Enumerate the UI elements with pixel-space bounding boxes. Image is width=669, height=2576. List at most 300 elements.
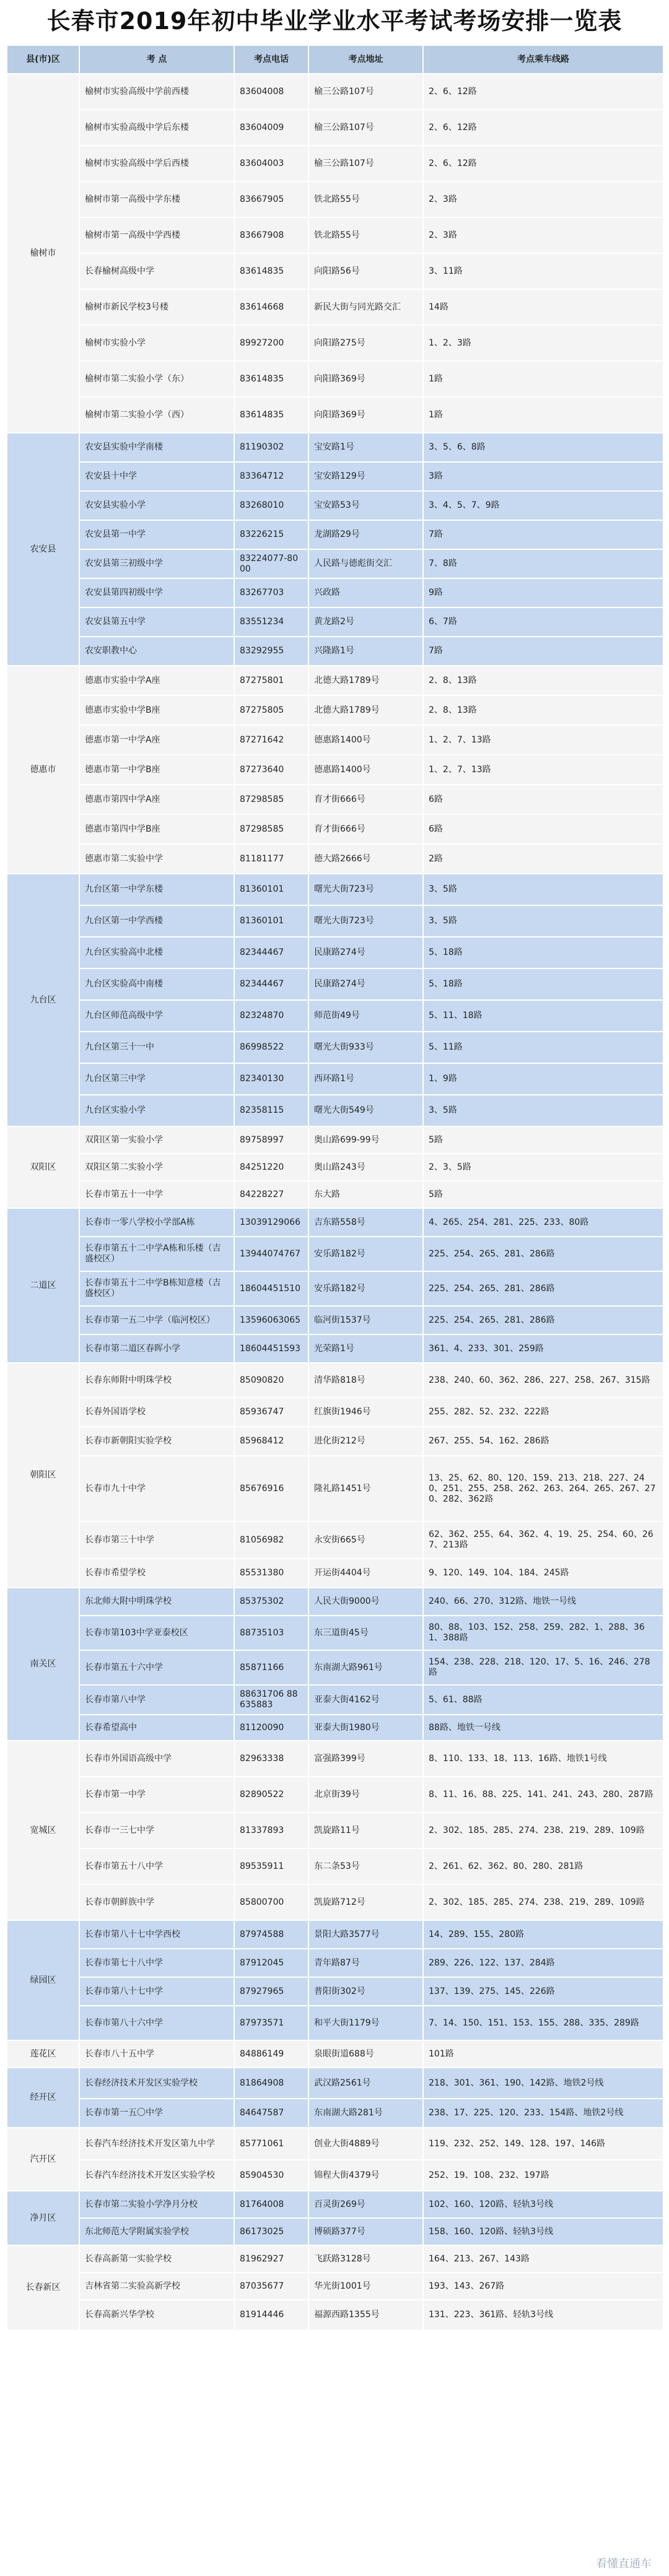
routes-cell: 2、6、12路 (423, 74, 663, 110)
routes-cell: 2、302、185、285、274、238、219、289、109路 (423, 1812, 663, 1848)
address-cell: 民康路274号 (308, 968, 423, 1000)
routes-cell: 4、265、254、281、225、233、80路 (423, 1208, 663, 1237)
table-row (7, 607, 663, 637)
table-row (7, 462, 663, 491)
site-cell: 长春市一零八学校小学部A栋 (79, 1208, 234, 1237)
phone-cell: 82340130 (234, 1063, 308, 1095)
phone-cell: 85936747 (234, 1398, 308, 1427)
site-cell: 长春市外国语高级中学 (79, 1741, 234, 1777)
site-cell: 榆树市第二实验小学（西） (79, 397, 234, 433)
phone-cell: 85676916 (234, 1456, 308, 1521)
address-cell: 榆三公路107号 (308, 74, 423, 110)
site-cell: 德惠市第一中学B座 (79, 755, 234, 785)
district-cell: 双阳区 (7, 1126, 79, 1208)
address-cell: 向阳路369号 (308, 361, 423, 397)
phone-cell: 85800700 (234, 1884, 308, 1920)
table-row (7, 637, 663, 666)
site-cell: 东北师范大学附属实验学校 (79, 2218, 234, 2245)
site-cell: 双阳区第一实验小学 (79, 1126, 234, 1154)
site-cell: 农安职教中心 (79, 637, 234, 666)
address-cell: 榆三公路107号 (308, 110, 423, 146)
routes-cell: 255、282、52、232、222路 (423, 1398, 663, 1427)
routes-cell: 238、240、60、362、286、227、258、267、315路 (423, 1363, 663, 1398)
site-cell: 德惠市第四中学A座 (79, 785, 234, 814)
routes-cell: 9、120、149、104、184、245路 (423, 1559, 663, 1588)
phone-cell: 81337893 (234, 1812, 308, 1848)
phone-cell: 18604451510 (234, 1271, 308, 1306)
phone-cell: 83267703 (234, 578, 308, 607)
address-cell: 德大路2666号 (308, 844, 423, 874)
table-row (7, 2218, 663, 2245)
table-row (7, 1685, 663, 1715)
district-cell: 农安县 (7, 433, 79, 666)
phone-cell: 87927965 (234, 1977, 308, 2006)
address-cell: 飞跃路3128号 (308, 2245, 423, 2273)
district-cell: 经开区 (7, 2068, 79, 2128)
phone-cell: 87035677 (234, 2273, 308, 2300)
address-cell: 泉眼街道688号 (308, 2040, 423, 2068)
routes-cell: 5、18路 (423, 937, 663, 968)
address-cell: 曙光大街723号 (308, 874, 423, 905)
site-cell: 长春市九十中学 (79, 1456, 234, 1521)
phone-cell: 86173025 (234, 2218, 308, 2245)
table-row (7, 74, 663, 110)
header-phone: 考点电话 (234, 45, 308, 74)
address-cell: 东南湖大路281号 (308, 2099, 423, 2128)
district-cell: 宽城区 (7, 1741, 79, 1920)
address-cell: 锦程大街4379号 (308, 2160, 423, 2191)
table-row (7, 874, 663, 905)
routes-cell: 101路 (423, 2040, 663, 2068)
site-cell: 长春市第五十八中学 (79, 1848, 234, 1884)
table-row (7, 695, 663, 725)
district-cell: 南关区 (7, 1588, 79, 1741)
site-cell: 长春市朝鲜族中学 (79, 1884, 234, 1920)
table-row (7, 1095, 663, 1126)
routes-cell: 14、289、155、280路 (423, 1920, 663, 1949)
phone-cell: 87973571 (234, 2006, 308, 2040)
table-row (7, 1521, 663, 1559)
routes-cell: 289、226、122、137、284路 (423, 1949, 663, 1977)
phone-cell: 84228227 (234, 1181, 308, 1208)
phone-cell: 83551234 (234, 607, 308, 637)
watermark: 看懂直通车 (596, 2557, 652, 2570)
routes-cell: 62、362、255、64、362、4、19、25、254、60、267、213路 (423, 1521, 663, 1559)
district-cell: 长春新区 (7, 2245, 79, 2330)
address-cell: 向阳路56号 (308, 253, 423, 289)
routes-cell: 1、2、3路 (423, 325, 663, 361)
address-cell: 曙光大街933号 (308, 1032, 423, 1063)
site-cell: 榆树市新民学校3号楼 (79, 289, 234, 325)
site-cell: 九台区师范高级中学 (79, 1000, 234, 1032)
phone-cell: 81360101 (234, 874, 308, 905)
table-row (7, 325, 663, 361)
district-cell: 朝阳区 (7, 1363, 79, 1588)
address-cell: 北德大路1789号 (308, 695, 423, 725)
routes-cell: 88路、地铁一号线 (423, 1715, 663, 1741)
routes-cell: 9路 (423, 578, 663, 607)
routes-cell: 3、4、5、7、9路 (423, 491, 663, 520)
site-cell: 长春市第八十六中学 (79, 2006, 234, 2040)
routes-cell: 2、6、12路 (423, 110, 663, 146)
table-row (7, 1848, 663, 1884)
table-row (7, 491, 663, 520)
address-cell: 和平大街1179号 (308, 2006, 423, 2040)
phone-cell: 85531380 (234, 1559, 308, 1588)
phone-cell: 85904530 (234, 2160, 308, 2191)
address-cell: 华光街1001号 (308, 2273, 423, 2300)
address-cell: 安乐路182号 (308, 1271, 423, 1306)
district-cell: 德惠市 (7, 666, 79, 874)
routes-cell: 361、4、233、301、259路 (423, 1334, 663, 1363)
site-cell: 长春东师附中明珠学校 (79, 1363, 234, 1398)
routes-cell: 1、2、7、13路 (423, 725, 663, 755)
address-cell: 北德大路1789号 (308, 666, 423, 695)
phone-cell: 87912045 (234, 1949, 308, 1977)
routes-cell: 6路 (423, 814, 663, 844)
phone-cell: 82890522 (234, 1777, 308, 1812)
phone-cell: 82358115 (234, 1095, 308, 1126)
routes-cell: 7路 (423, 520, 663, 549)
table-row (7, 937, 663, 968)
district-cell: 汽开区 (7, 2128, 79, 2191)
site-cell: 九台区第一中学西楼 (79, 905, 234, 937)
table-row (7, 1559, 663, 1588)
phone-cell: 83667908 (234, 217, 308, 253)
address-cell: 奥山路243号 (308, 1154, 423, 1181)
site-cell: 九台区实验高中北楼 (79, 937, 234, 968)
routes-cell: 6、7路 (423, 607, 663, 637)
phone-cell: 86998522 (234, 1032, 308, 1063)
address-cell: 临河街1537号 (308, 1306, 423, 1334)
address-cell: 亚泰大街1980号 (308, 1715, 423, 1741)
site-cell: 榆树市第一高级中学东楼 (79, 181, 234, 217)
site-cell: 长春市第五十一中学 (79, 1181, 234, 1208)
address-cell: 曙光大街549号 (308, 1095, 423, 1126)
phone-cell: 83667905 (234, 181, 308, 217)
routes-cell: 2、3、5路 (423, 1154, 663, 1181)
site-cell: 德惠市第二实验中学 (79, 844, 234, 874)
phone-cell: 83604009 (234, 110, 308, 146)
routes-cell: 2、6、12路 (423, 146, 663, 181)
district-cell: 绿园区 (7, 1920, 79, 2040)
site-cell: 长春经济技术开发区实验学校 (79, 2068, 234, 2099)
address-cell: 师范街49号 (308, 1000, 423, 1032)
phone-cell: 82344467 (234, 968, 308, 1000)
table-row (7, 1154, 663, 1181)
phone-cell: 13944074767 (234, 1237, 308, 1271)
site-cell: 榆树市实验高级中学后东楼 (79, 110, 234, 146)
address-cell: 永安街665号 (308, 1521, 423, 1559)
routes-cell: 3、5、6、8路 (423, 433, 663, 462)
site-cell: 长春希望高中 (79, 1715, 234, 1741)
address-cell: 宝安路53号 (308, 491, 423, 520)
phone-cell: 83364712 (234, 462, 308, 491)
phone-cell: 85090820 (234, 1363, 308, 1398)
routes-cell: 14路 (423, 289, 663, 325)
header-district: 县(市)区 (7, 45, 79, 74)
phone-cell: 84886149 (234, 2040, 308, 2068)
address-cell: 兴隆路1号 (308, 637, 423, 666)
table-row (7, 397, 663, 433)
table-row (7, 1650, 663, 1685)
table-row (7, 1032, 663, 1063)
routes-cell: 2路 (423, 844, 663, 874)
site-cell: 长春市第五十二中学B栋知意楼（吉盛校区） (79, 1271, 234, 1306)
site-cell: 长春外国语学校 (79, 1398, 234, 1427)
address-cell: 光荣路1号 (308, 1334, 423, 1363)
table-row (7, 2128, 663, 2160)
district-cell: 二道区 (7, 1208, 79, 1363)
table-row (7, 2245, 663, 2273)
routes-cell: 1、2、7、13路 (423, 755, 663, 785)
site-cell: 九台区实验高中南楼 (79, 968, 234, 1000)
address-cell: 铁北路55号 (308, 181, 423, 217)
table-row (7, 289, 663, 325)
site-cell: 长春市新朝阳实验学校 (79, 1427, 234, 1456)
table-row (7, 1000, 663, 1032)
phone-cell: 81914446 (234, 2300, 308, 2330)
phone-cell: 83614668 (234, 289, 308, 325)
address-cell: 向阳路275号 (308, 325, 423, 361)
address-cell: 育才街666号 (308, 785, 423, 814)
address-cell: 凯旋路11号 (308, 1812, 423, 1848)
routes-cell: 1路 (423, 397, 663, 433)
phone-cell: 87273640 (234, 755, 308, 785)
phone-cell: 83614835 (234, 253, 308, 289)
table-row (7, 666, 663, 695)
site-cell: 长春市第七十八中学 (79, 1949, 234, 1977)
routes-cell: 225、254、265、281、286路 (423, 1306, 663, 1334)
site-cell: 农安县第一中学 (79, 520, 234, 549)
table-row (7, 1334, 663, 1363)
site-cell: 长春市第五十六中学 (79, 1650, 234, 1685)
phone-cell: 85771061 (234, 2128, 308, 2160)
phone-cell: 87275805 (234, 695, 308, 725)
routes-cell: 5路 (423, 1181, 663, 1208)
phone-cell: 81056982 (234, 1521, 308, 1559)
site-cell: 九台区第一中学东楼 (79, 874, 234, 905)
table-header-row (7, 45, 663, 74)
table-row (7, 1237, 663, 1271)
table-row (7, 1949, 663, 1977)
phone-cell: 84647587 (234, 2099, 308, 2128)
table-row (7, 814, 663, 844)
phone-cell: 82344467 (234, 937, 308, 968)
header-address: 考点地址 (308, 45, 423, 74)
site-cell: 德惠市第四中学B座 (79, 814, 234, 844)
address-cell: 隆礼路1451号 (308, 1456, 423, 1521)
phone-cell: 18604451593 (234, 1334, 308, 1363)
table-row (7, 1306, 663, 1334)
routes-cell: 6路 (423, 785, 663, 814)
site-cell: 长春市第八十七中学 (79, 1977, 234, 2006)
site-cell: 德惠市实验中学B座 (79, 695, 234, 725)
site-cell: 农安县实验中学南楼 (79, 433, 234, 462)
routes-cell: 252、19、108、232、197路 (423, 2160, 663, 2191)
address-cell: 进化街212号 (308, 1427, 423, 1456)
table-row (7, 217, 663, 253)
routes-cell: 13、25、62、80、120、159、213、218、227、240、251、255、258、262、263、264、265、267、270、282、362路 (423, 1456, 663, 1521)
address-cell: 东南湖大路961号 (308, 1650, 423, 1685)
phone-cell: 83292955 (234, 637, 308, 666)
table-row (7, 1363, 663, 1398)
address-cell: 宝安路1号 (308, 433, 423, 462)
table-row (7, 578, 663, 607)
site-cell: 长春市希望学校 (79, 1559, 234, 1588)
table-row (7, 844, 663, 874)
table-row (7, 1588, 663, 1616)
routes-cell: 2、8、13路 (423, 695, 663, 725)
district-cell: 榆树市 (7, 74, 79, 433)
table-row (7, 1777, 663, 1812)
table-row (7, 785, 663, 814)
site-cell: 长春市第二道区春晖小学 (79, 1334, 234, 1363)
header-bus-routes: 考点乘车线路 (423, 45, 663, 74)
site-cell: 九台区第三十一中 (79, 1032, 234, 1063)
routes-cell: 2、3路 (423, 181, 663, 217)
address-cell: 德惠路1400号 (308, 725, 423, 755)
address-cell: 普阳街302号 (308, 1977, 423, 2006)
site-cell: 榆树市第二实验小学（东） (79, 361, 234, 397)
address-cell: 富强路399号 (308, 1741, 423, 1777)
phone-cell: 87271642 (234, 725, 308, 755)
table-row (7, 2160, 663, 2191)
site-cell: 长春榆树高级中学 (79, 253, 234, 289)
address-cell: 曙光大街723号 (308, 905, 423, 937)
address-cell: 博硕路377号 (308, 2218, 423, 2245)
site-cell: 长春市第三十中学 (79, 1521, 234, 1559)
address-cell: 福源西路1355号 (308, 2300, 423, 2330)
phone-cell: 83614835 (234, 397, 308, 433)
routes-cell: 3、5路 (423, 905, 663, 937)
address-cell: 百灵街269号 (308, 2191, 423, 2218)
phone-cell: 81181177 (234, 844, 308, 874)
routes-cell: 3路 (423, 462, 663, 491)
address-cell: 东大路 (308, 1181, 423, 1208)
phone-cell: 84251220 (234, 1154, 308, 1181)
routes-cell: 193、143、267路 (423, 2273, 663, 2300)
address-cell: 民康路274号 (308, 937, 423, 968)
table-row (7, 520, 663, 549)
site-cell: 长春市第一五二中学（临河校区） (79, 1306, 234, 1334)
address-cell: 人民路与德彪街交汇 (308, 549, 423, 578)
address-cell: 安乐路182号 (308, 1237, 423, 1271)
routes-cell: 119、232、252、149、128、197、146路 (423, 2128, 663, 2160)
site-cell: 吉林省第二实验高新学校 (79, 2273, 234, 2300)
site-cell: 农安县第三初级中学 (79, 549, 234, 578)
table-row (7, 1715, 663, 1741)
address-cell: 育才街666号 (308, 814, 423, 844)
routes-cell: 2、8、13路 (423, 666, 663, 695)
address-cell: 德惠路1400号 (308, 755, 423, 785)
table-row (7, 1741, 663, 1777)
table-row (7, 1920, 663, 1949)
district-cell: 莲花区 (7, 2040, 79, 2068)
routes-cell: 131、223、361路、轻轨3号线 (423, 2300, 663, 2330)
district-cell: 九台区 (7, 874, 79, 1126)
routes-cell: 3、5路 (423, 874, 663, 905)
routes-cell: 164、213、267、143路 (423, 2245, 663, 2273)
address-cell: 西环路1号 (308, 1063, 423, 1095)
table-row (7, 1271, 663, 1306)
address-cell: 红旗街1946号 (308, 1398, 423, 1427)
site-cell: 长春汽车经济技术开发区实验学校 (79, 2160, 234, 2191)
table-row (7, 1884, 663, 1920)
address-cell: 青年路87号 (308, 1949, 423, 1977)
phone-cell: 85871166 (234, 1650, 308, 1685)
table-row (7, 1063, 663, 1095)
routes-cell: 80、88、103、152、258、259、282、1、288、361、388路 (423, 1616, 663, 1650)
site-cell: 长春市第八十七中学西校 (79, 1920, 234, 1949)
phone-cell: 89758997 (234, 1126, 308, 1154)
table-row (7, 968, 663, 1000)
address-cell: 东三道街45号 (308, 1616, 423, 1650)
site-cell: 双阳区第二实验小学 (79, 1154, 234, 1181)
address-cell: 武汉路2561号 (308, 2068, 423, 2099)
site-cell: 榆树市第一高级中学西楼 (79, 217, 234, 253)
site-cell: 农安县实验小学 (79, 491, 234, 520)
site-cell: 长春市八十五中学 (79, 2040, 234, 2068)
phone-cell: 13039129066 (234, 1208, 308, 1237)
table-row (7, 1208, 663, 1237)
site-cell: 长春高新第一实验学校 (79, 2245, 234, 2273)
table-row (7, 2191, 663, 2218)
table-row (7, 1616, 663, 1650)
routes-cell: 5、11、18路 (423, 1000, 663, 1032)
site-cell: 东北师大附中明珠学校 (79, 1588, 234, 1616)
address-cell: 景阳大路3577号 (308, 1920, 423, 1949)
site-cell: 长春市第一中学 (79, 1777, 234, 1812)
routes-cell: 225、254、265、281、286路 (423, 1237, 663, 1271)
page-title: 长春市2019年初中毕业学业水平考试考场安排一览表 (46, 7, 623, 35)
routes-cell: 225、254、265、281、286路 (423, 1271, 663, 1306)
table-row (7, 1427, 663, 1456)
table-body (7, 74, 663, 2330)
site-cell: 农安县第五中学 (79, 607, 234, 637)
address-cell: 清华路818号 (308, 1363, 423, 1398)
site-cell: 长春汽车经济技术开发区第九中学 (79, 2128, 234, 2160)
table-row (7, 1812, 663, 1848)
routes-cell: 240、66、270、312路、地铁一号线 (423, 1588, 663, 1616)
site-cell: 长春市第八中学 (79, 1685, 234, 1715)
address-cell: 宝安路129号 (308, 462, 423, 491)
header-site: 考 点 (79, 45, 234, 74)
site-cell: 长春市第103中学亚泰校区 (79, 1616, 234, 1650)
address-cell: 开运街4404号 (308, 1559, 423, 1588)
routes-cell: 1、9路 (423, 1063, 663, 1095)
phone-cell: 81120090 (234, 1715, 308, 1741)
routes-cell: 5、18路 (423, 968, 663, 1000)
table-row (7, 905, 663, 937)
table-row (7, 2040, 663, 2068)
routes-cell: 2、302、185、285、274、238、219、289、109路 (423, 1884, 663, 1920)
address-cell: 龙湖路29号 (308, 520, 423, 549)
table-row (7, 1181, 663, 1208)
phone-cell: 89927200 (234, 325, 308, 361)
address-cell: 新民大街与同光路交汇 (308, 289, 423, 325)
table-row (7, 181, 663, 217)
table-row (7, 1126, 663, 1154)
site-cell: 长春高新兴华学校 (79, 2300, 234, 2330)
table-row (7, 1398, 663, 1427)
phone-cell: 85375302 (234, 1588, 308, 1616)
table-row (7, 2300, 663, 2330)
phone-cell: 13596063065 (234, 1306, 308, 1334)
phone-cell: 87298585 (234, 814, 308, 844)
table-row (7, 549, 663, 578)
address-cell: 创业大街4889号 (308, 2128, 423, 2160)
